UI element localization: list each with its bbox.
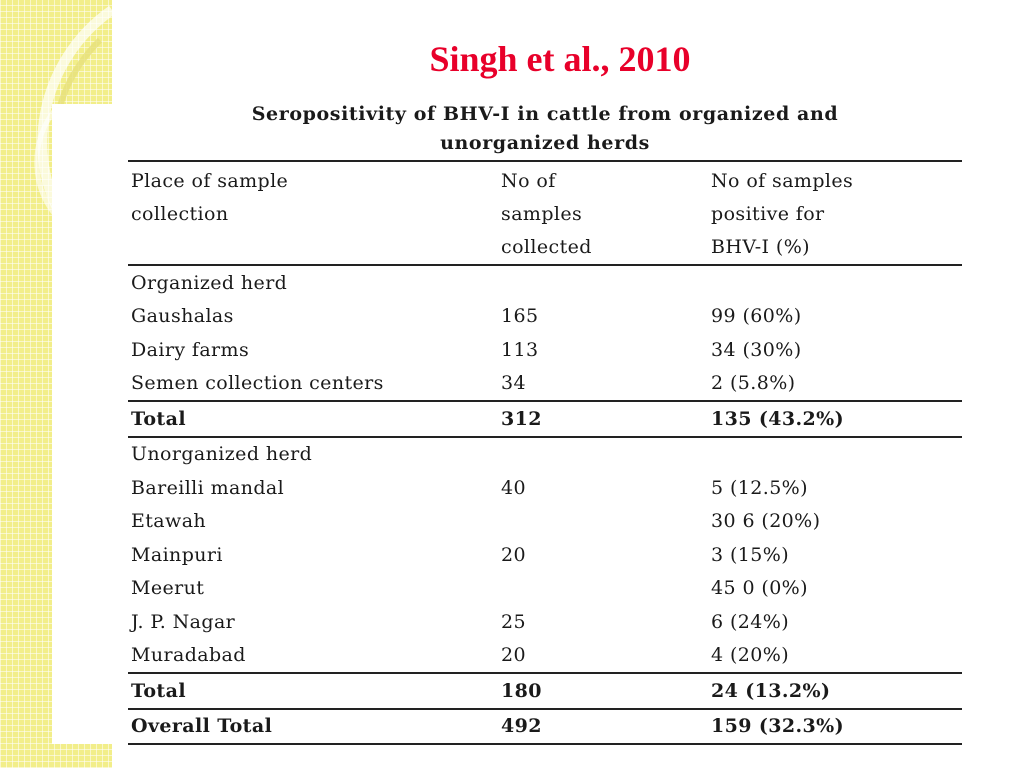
- positive-cell: 99 (60%): [711, 305, 802, 328]
- overall-positive: 159 (32.3%): [708, 709, 962, 745]
- total-collected: 180: [498, 673, 708, 709]
- place-cell: Gaushalas: [131, 305, 234, 328]
- header-collected: No of samples collected: [498, 161, 708, 265]
- table-caption-line-1: Seropositivity of BHV-I in cattle from organized and: [251, 103, 839, 125]
- table-row: [128, 300, 962, 334]
- table-row: [128, 605, 962, 639]
- overall-label: Overall Total: [128, 709, 498, 745]
- header-place: Place of sample collection: [128, 161, 498, 265]
- positive-cell: 34 (30%): [711, 338, 802, 361]
- collected-cell: 20: [501, 543, 527, 566]
- positive-cell: 30 6 (20%): [711, 510, 821, 533]
- group-label: Unorganized herd: [131, 443, 313, 466]
- collected-cell: 25: [501, 610, 527, 633]
- group-row-organized: [128, 265, 962, 300]
- group-label: Organized herd: [131, 271, 288, 294]
- overall-collected: 492: [498, 709, 708, 745]
- place-cell: Semen collection centers: [128, 367, 498, 402]
- total-label: Total: [128, 673, 498, 709]
- seropositivity-table: [128, 160, 962, 745]
- table-caption: [128, 100, 962, 158]
- collected-cell: 34: [498, 367, 708, 402]
- table-row: [128, 333, 962, 367]
- total-positive: 135 (43.2%): [708, 401, 962, 437]
- table-row: [128, 505, 962, 539]
- positive-cell: 6 (24%): [711, 610, 790, 633]
- place-cell: Bareilli mandal: [131, 476, 285, 499]
- positive-cell: 2 (5.8%): [708, 367, 962, 402]
- table-row: [128, 367, 962, 402]
- collected-cell: [498, 505, 708, 539]
- group-row-unorganized: [128, 437, 962, 472]
- total-row-unorganized: [128, 673, 962, 709]
- citation-title: Singh et al., 2010: [429, 39, 691, 79]
- collected-cell: [498, 572, 708, 606]
- collected-cell: 20: [498, 639, 708, 674]
- place-cell: Meerut: [131, 577, 205, 600]
- place-cell: Mainpuri: [131, 543, 223, 566]
- total-label: Total: [128, 401, 498, 437]
- total-row-organized: [128, 401, 962, 437]
- table-row: [128, 538, 962, 572]
- table-caption-line-2: unorganized herds: [440, 132, 650, 154]
- place-cell: Muradabad: [128, 639, 498, 674]
- table-row: [128, 639, 962, 674]
- positive-cell: 4 (20%): [708, 639, 962, 674]
- place-cell: J. P. Nagar: [131, 610, 236, 633]
- table-header-row: [128, 161, 962, 265]
- table-row: [128, 471, 962, 505]
- total-collected: 312: [498, 401, 708, 437]
- place-cell: Dairy farms: [131, 338, 250, 361]
- table-row: [128, 572, 962, 606]
- collected-cell: 165: [501, 305, 539, 328]
- content-panel-edge: [52, 104, 116, 744]
- collected-cell: 40: [501, 476, 527, 499]
- positive-cell: 3 (15%): [711, 543, 790, 566]
- collected-cell: 113: [501, 338, 539, 361]
- positive-cell: 5 (12.5%): [711, 476, 808, 499]
- positive-cell: 45 0 (0%): [711, 577, 808, 600]
- overall-total-row: [128, 709, 962, 745]
- total-positive: 24 (13.2%): [708, 673, 962, 709]
- header-positive: No of samples positive for BHV-I (%): [708, 161, 962, 265]
- place-cell: Etawah: [131, 510, 207, 533]
